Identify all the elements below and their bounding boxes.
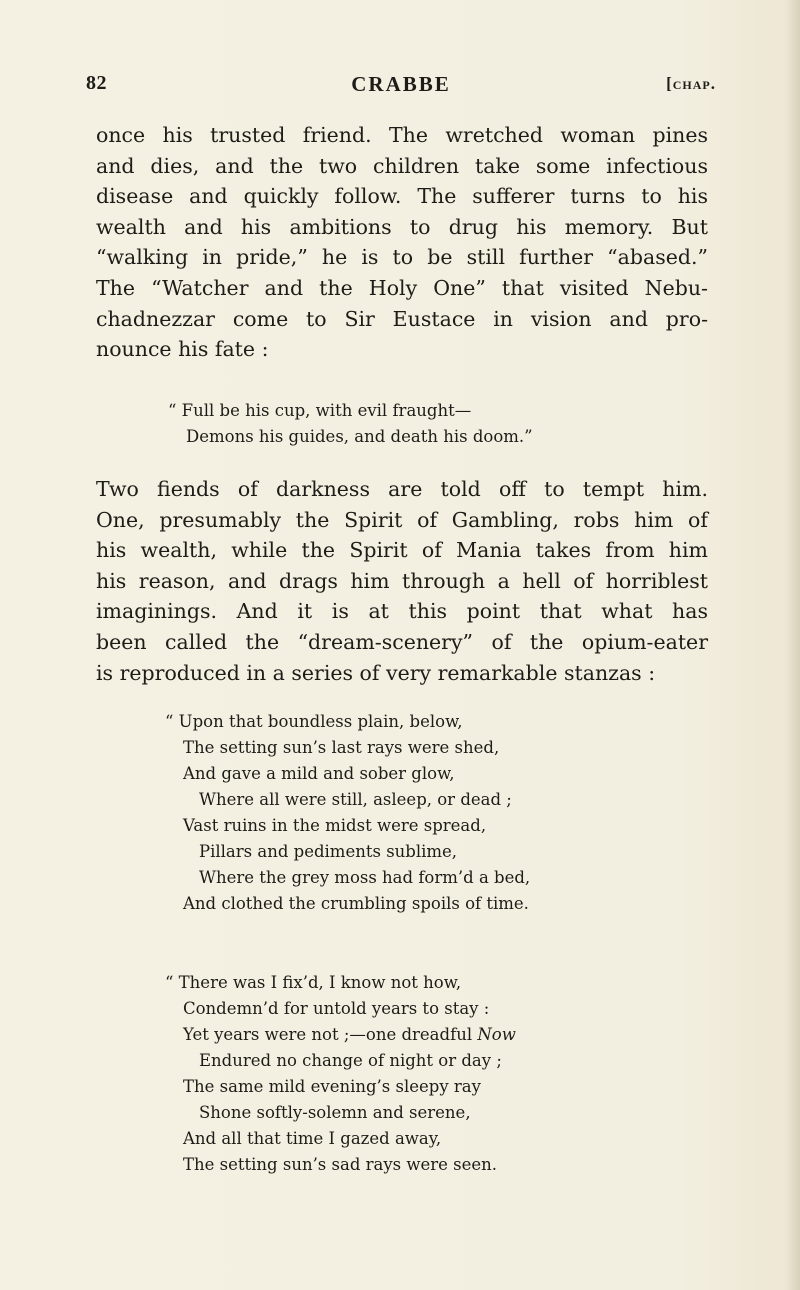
text-line: Two fiends of darkness are told off to tempt him. [96, 477, 708, 501]
text-line: wealth and his ambitions to drug his memory. But [96, 214, 708, 239]
text-line: his wealth, while the Spirit of Mania takes from him [96, 538, 708, 563]
text-line: is reproduced in a series of very remarkable stanzas : [96, 660, 656, 685]
text-line: The “Watcher and the Holy One” that visited Nebu- [96, 275, 708, 300]
verse-line: The setting sun’s sad rays were seen. [183, 1155, 498, 1174]
running-title: CRABBE [351, 72, 451, 96]
verse-line: The same mild evening’s sleepy ray [183, 1077, 481, 1096]
verse-line: And all that time I gazed away, [183, 1129, 442, 1148]
verse-line: “ Upon that boundless plain, below, [165, 712, 463, 731]
paragraph-2 [96, 474, 708, 688]
text-line: been called the “dream-scenery” of the opium-eater [96, 629, 708, 654]
verse-line: “ There was I fix’d, I know not how, [165, 973, 462, 992]
stanza-1 [165, 709, 530, 917]
verse-text: Yet years were not ;—one dreadful [183, 1025, 478, 1044]
verse-line: “ Full be his cup, with evil fraught— [168, 401, 472, 420]
text-line: nounce his fate : [96, 337, 269, 362]
stanza-2 [165, 970, 516, 1178]
page-number: 82 [86, 72, 107, 94]
text-line: chadnezzar come to Sir Eustace in vision and pro- [96, 306, 708, 331]
verse-line [165, 1022, 516, 1048]
verse-line: And clothed the crumbling spoils of time. [183, 894, 529, 913]
verse-line: Endured no change of night or day ; [199, 1051, 502, 1070]
text-line: imaginings. And it is at this point that what has [96, 599, 708, 624]
text-line: disease and quickly follow. The sufferer turns to his [96, 184, 708, 209]
page-edge-shadow [786, 0, 800, 1290]
verse-line: Pillars and pediments sublime, [199, 842, 458, 861]
verse-quote-1 [168, 398, 533, 450]
running-head [86, 72, 716, 102]
verse-line: Demons his guides, and death his doom.” [186, 427, 533, 446]
text-line: and dies, and the two children take some infectious [96, 153, 708, 178]
verse-line: Where the grey moss had form’d a bed, [199, 868, 531, 887]
verse-line: Vast ruins in the midst were spread, [183, 816, 487, 835]
text-line: “walking in pride,” he is to be still further “abased.” [96, 245, 708, 270]
text-line: his reason, and drags him through a hell of horriblest [96, 568, 708, 593]
text-line: once his trusted friend. The wretched woman pines [96, 123, 708, 147]
italic-word: Now [477, 1025, 516, 1044]
verse-line: Where all were still, asleep, or dead ; [199, 790, 512, 809]
verse-line: Shone softly-solemn and serene, [199, 1103, 471, 1122]
verse-line: The setting sun’s last rays were shed, [183, 738, 500, 757]
verse-line: Condemn’d for untold years to stay : [183, 999, 490, 1018]
verse-line: And gave a mild and sober glow, [183, 764, 455, 783]
paragraph-1 [96, 120, 708, 365]
chapter-mark: [chap. [666, 74, 716, 93]
text-line: One, presumably the Spirit of Gambling, robs him of [96, 507, 708, 532]
